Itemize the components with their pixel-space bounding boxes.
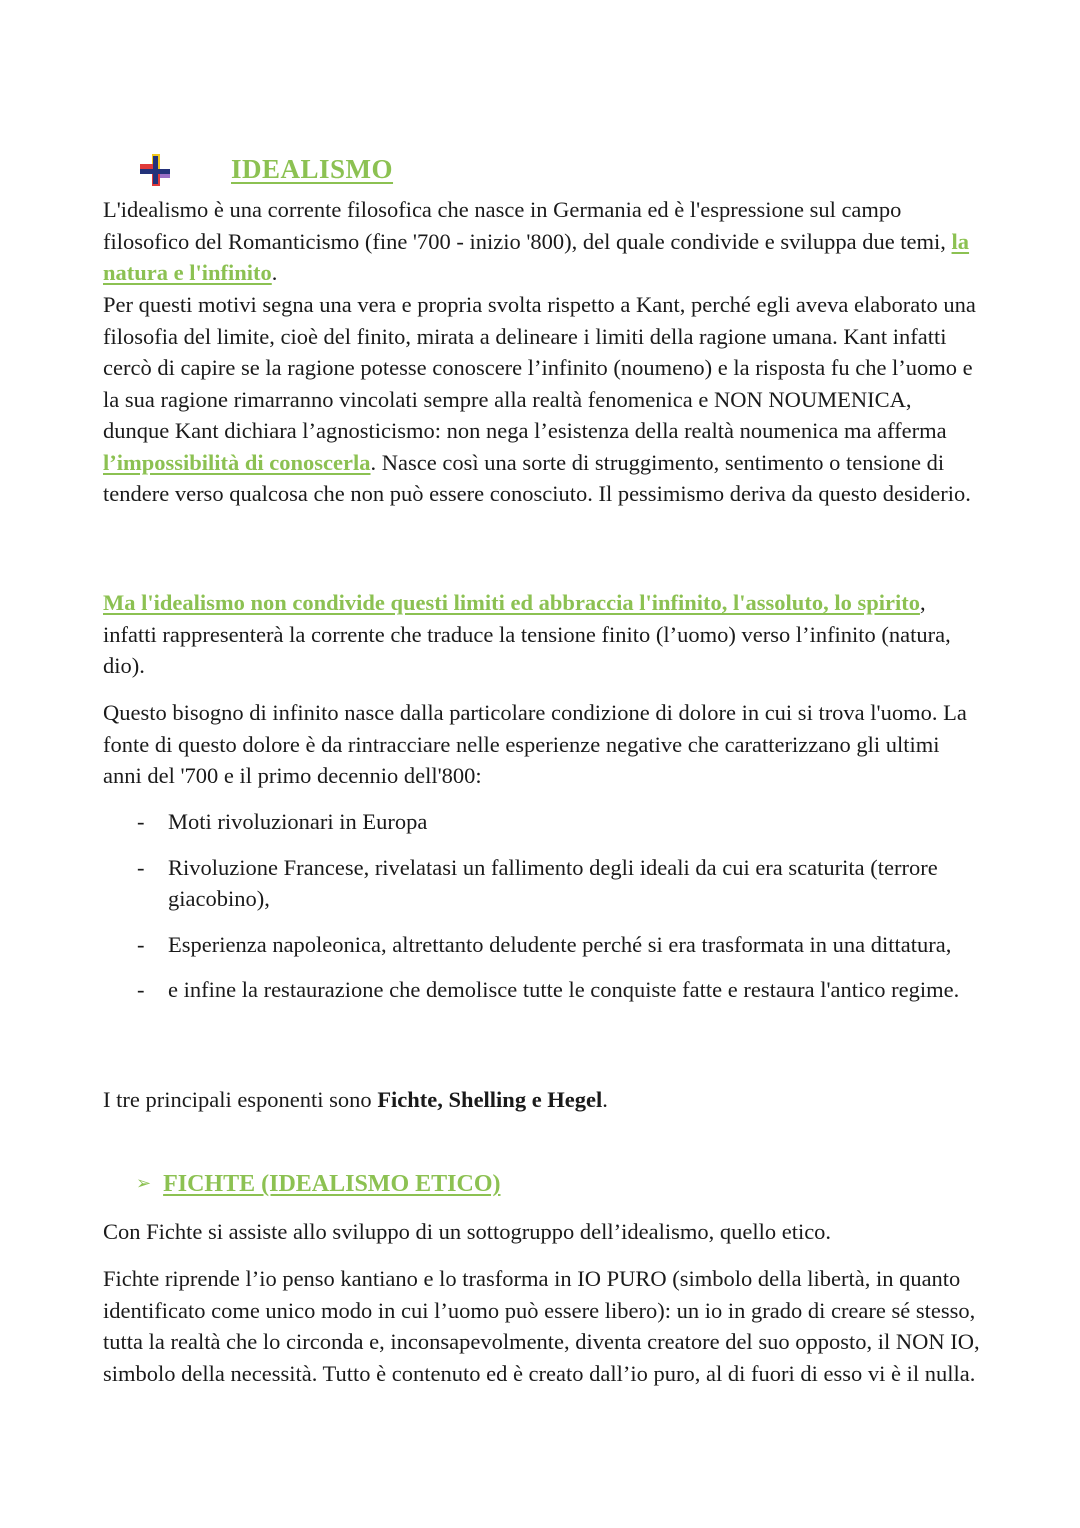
arrow-bullet-icon: ➢ [136,1173,152,1194]
title-row [136,152,736,192]
list-item-text: Moti rivoluzionari in Europa [168,809,428,834]
paragraph-kant [103,289,983,510]
list-item [103,806,983,838]
paragraph-intro-end: . [271,260,278,285]
highlight-idealismo-infinito: Ma l'idealismo non condivide questi limiti ed abbraccia l'infinito, l'assoluto, lo spirito [103,590,920,615]
list-item [103,929,983,961]
list-dash: - [137,854,145,880]
paragraph-kant-end: . Nasce così una sorte di struggimento, sentimento o tensione di tendere verso qualcosa che non può essere conosciuto. Il pessimismo deriva da questo desiderio. [103,449,971,506]
highlight-natura-infinito: la natura e l'infinito [103,228,970,285]
paragraph-idealismo-infinito [103,587,983,682]
paragraph-kant-text: Per questi motivi segna una vera e propria svolta rispetto a Kant, perché egli aveva elaborato una filosofia del limite, cioè del finito, mirata a delineare i limiti della ragione umana. Kant infatti cercò di capire se la ragione potesse conoscere l’infinito (noumeno) e la risposta fu che l’uomo e la sua ragione rimarranno vincolati sempre alla realtà fenomenica e NON NOUMENICA, dunque Kant dichiara l’agnosticismo: non nega l’esistenza della realtà noumenica ma afferma [103,292,976,443]
paragraph-fichte-intro: Con Fichte si assiste allo sviluppo di un sottogruppo dell’idealismo, quello etico. [103,1219,832,1244]
list-dash: - [137,809,145,834]
esponenti-names: Fichte, Shelling e Hegel [377,1087,603,1112]
section-fichte-heading [136,1168,836,1201]
events-list [103,806,983,1020]
section-fichte-title: FICHTE (IDEALISMO ETICO) [163,1171,501,1197]
list-item-text: Rivoluzione Francese, rivelatasi un fallimento degli ideali da cui era scaturita (terrore giacobino), [168,854,938,911]
paragraph-esponenti [103,1084,983,1116]
paragraph-intro-text: L'idealismo è una corrente filosofica che nasce in Germania ed è l'espressione sul campo filosofico del Romanticismo (fine '700 - inizio '800), del quale condivide e sviluppa due temi, [103,197,952,254]
list-item-text: Esperienza napoleonica, altrettanto deludente perché si era trasformata in una dittatura, [168,931,952,957]
list-item [103,974,983,1006]
list-dash: - [137,931,145,957]
page-title: IDEALISMO [231,154,394,184]
list-item-text: e infine la restaurazione che demolisce tutte le conquiste fatte e restaura l'antico regime. [168,977,960,1002]
paragraph-dolore: Questo bisogno di infinito nasce dalla particolare condizione di dolore in cui si trova l'uomo. La fonte di questo dolore è da rintracciare nelle esperienze negative che caratterizzano gli ultimi anni del '700 e il primo decennio dell'800: [103,700,967,788]
paragraph-idealismo-infinito-text: , infatti rappresenterà la corrente che traduce la tensione finito (l’uomo) verso l’infinito (natura, dio). [103,590,951,678]
paragraph-esponenti-end: . [602,1087,608,1112]
list-item [103,852,983,915]
paragraph-io-puro: Fichte riprende l’io penso kantiano e lo trasforma in IO PURO (simbolo della libertà, in quanto identificato come unico modo in cui l’uomo può essere libero): un io in grado di creare sé stesso, tutta la realtà che lo circonda e, inconsapevolmente, diventa creatore del suo opposto, il NON IO, simbolo della necessità. Tutto è contenuto ed è creato dall’io puro, al di fuori di esso vi è il nulla. [103,1266,980,1386]
paragraph-intro [103,194,983,289]
four-color-cross-icon [136,152,172,188]
list-dash: - [137,977,145,1002]
highlight-impossibilita: l’impossibilità di conoscerla [103,449,371,475]
paragraph-esponenti-text: I tre principali esponenti sono [103,1087,378,1112]
